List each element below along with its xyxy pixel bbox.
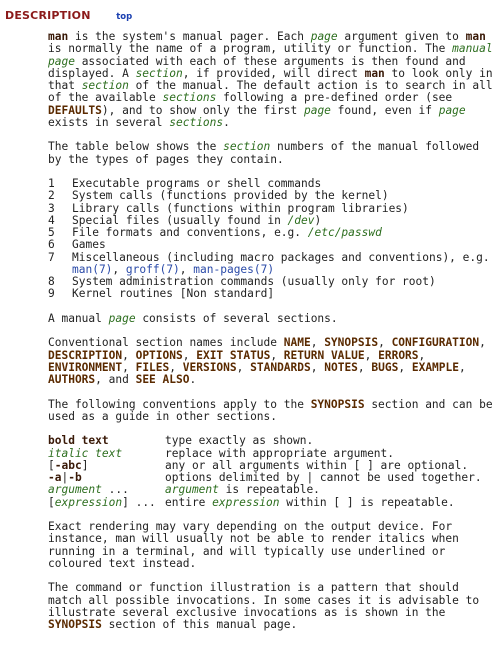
text: [ [48, 458, 55, 472]
text: Miscellaneous (including macro packages and conventions), e.g. [72, 250, 490, 264]
text: A manual [48, 311, 109, 325]
expression-example: expression [54, 495, 123, 509]
section-name: OPTIONS [135, 348, 183, 362]
convention-desc: options delimited by | cannot be used together. [165, 471, 482, 484]
paragraph-page-sections [48, 313, 496, 325]
section-number: 4 [48, 213, 55, 227]
text: of the manual. The default action is to search in all of the available [48, 79, 493, 105]
text: is repeatable. [218, 483, 320, 497]
section-number: 5 [48, 226, 55, 239]
term-manual-page: manual page [48, 42, 493, 68]
command-name: man [465, 30, 486, 43]
text: | [61, 471, 69, 484]
text: following a pre-defined order (see [216, 91, 453, 105]
text: within [ ] is repeatable. [279, 495, 455, 509]
expression-example: expression [212, 495, 280, 509]
section-number: 8 [48, 275, 55, 288]
section-name: VERSIONS [182, 360, 237, 374]
arg-section: section [81, 79, 129, 92]
option-b: -b [68, 471, 82, 484]
text: . [223, 115, 230, 129]
section-name: BUGS [371, 360, 399, 374]
section-name: SEE ALSO [135, 373, 190, 386]
section-name: NOTES [324, 360, 358, 374]
text: . [189, 373, 197, 386]
section-number: 2 [48, 189, 55, 203]
text: found, even if [330, 103, 439, 117]
list-item [48, 252, 496, 277]
paragraph-illustration [48, 582, 496, 631]
paragraph-rendering: Exact rendering may vary depending on the output device. For instance, man will usually not be able to render italics when running in a terminal, and will typically use underlined or coloured text instead. [48, 520, 459, 570]
section-number: 3 [48, 201, 55, 215]
text: entire [165, 495, 213, 509]
convention-term [48, 497, 165, 509]
argument-example: argument [48, 483, 102, 497]
bold-example: bold text [48, 434, 109, 448]
text: The following conventions apply to the [48, 397, 311, 411]
arg-page: page [108, 311, 136, 325]
section-desc [72, 227, 496, 239]
convention-desc: any or all arguments within [ ] are optional. [165, 458, 469, 472]
section-number: 6 [48, 238, 55, 252]
paragraph-table-intro [48, 141, 496, 166]
convention-desc: type exactly as shown. [165, 434, 314, 448]
arg-section: section [135, 66, 183, 80]
section-name: STANDARDS [250, 360, 311, 374]
text: , [179, 262, 194, 276]
text: ] ... [122, 495, 156, 509]
text: ) [314, 213, 322, 227]
argument-example: argument [165, 483, 219, 497]
section-title: DESCRIPTION [5, 9, 91, 22]
section-desc [72, 252, 496, 277]
command-name: man [364, 66, 385, 80]
text: section and can be used as a guide in other sections. [48, 397, 493, 423]
convention-row [48, 497, 496, 509]
section-name: EXIT STATUS [196, 348, 271, 362]
section-name: SYNOPSIS [324, 336, 379, 350]
section-number: 1 [48, 177, 55, 190]
section-desc: Games [72, 238, 106, 252]
option-example: -abc [54, 458, 82, 472]
arg-page: page [438, 103, 466, 117]
ref-synopsis: SYNOPSIS [48, 618, 102, 631]
conventions-table [48, 435, 496, 509]
path-passwd: /etc/passwd [307, 226, 382, 239]
section-desc: System calls (functions provided by the kernel) [72, 189, 389, 203]
section-name: NAME [283, 336, 311, 350]
link-man-pages7[interactable]: man-pages(7) [193, 262, 275, 276]
list-item [48, 190, 496, 202]
arg-sections: sections [162, 91, 217, 105]
text: is the system's manual pager. Each [68, 30, 311, 43]
text: consists of several sections. [135, 311, 338, 325]
top-link[interactable]: top [116, 12, 133, 22]
text: The table below shows the [48, 140, 224, 154]
paragraph-section-names: Conventional section names include NAME, SYNOPSIS, CONFIGURATION, DESCRIPTION, OPTIONS, EXIT STATUS, RETURN VALUE, ERRORS, ENVIRONMENT, FILES, VERSIONS, STANDARDS, NOTES, BUGS, EXAMPLE, AUTHORS, and SEE ALSO. [48, 336, 486, 386]
option-a: -a [48, 471, 62, 484]
section-desc: System administration commands (usually only for root) [72, 275, 436, 288]
command-name: man [48, 30, 69, 43]
ref-synopsis: SYNOPSIS [310, 397, 365, 411]
section-name: CONFIGURATION [391, 336, 480, 350]
arg-section: section [223, 140, 271, 154]
text: section of this manual page. [101, 618, 298, 631]
section-name: FILES [135, 360, 170, 374]
text: ] [81, 458, 89, 472]
arg-sections: sections [169, 115, 224, 129]
ref-defaults: DEFAULTS [48, 103, 102, 117]
convention-desc [165, 497, 496, 509]
text: [ [48, 495, 55, 509]
section-name: ENVIRONMENT [48, 360, 123, 374]
section-desc: Executable programs or shell commands [72, 177, 322, 190]
section-name: RETURN VALUE [283, 348, 365, 362]
link-groff7[interactable]: groff(7) [125, 262, 180, 276]
italic-example: italic text [48, 446, 123, 460]
text: File formats and conventions, e.g. [72, 226, 308, 239]
text: argument given to [337, 30, 466, 43]
text: to look only in that [48, 66, 493, 92]
text: ... [101, 483, 129, 497]
text: associated with each of these arguments is then found and displayed. A [48, 54, 466, 80]
text: , if provided, will direct [182, 66, 365, 80]
text: numbers of the manual followed by the types of pages they contain. [48, 140, 480, 166]
link-man7[interactable]: man(7) [72, 262, 113, 276]
text: is normally the name of a program, utility or function. The [48, 42, 453, 56]
list-item [48, 227, 496, 239]
convention-desc: replace with appropriate argument. [165, 446, 395, 460]
text: Conventional section names include [48, 336, 284, 350]
arg-page: page [303, 103, 331, 117]
list-item [48, 288, 496, 300]
section-number: 9 [48, 287, 55, 301]
text: The command or function illustration is a pattern that should match all possible invocations. In some cases it is advisable to illustrate several exclusive invocations as is shown in the [48, 581, 480, 619]
paragraph-intro [48, 31, 496, 129]
section-desc: Library calls (functions within program libraries) [72, 201, 409, 215]
section-list [48, 178, 496, 301]
text: , and [95, 373, 136, 386]
convention-row [48, 448, 496, 460]
text: Special files (usually found in [72, 213, 288, 227]
section-name: EXAMPLE [411, 360, 459, 374]
section-name: DESCRIPTION [48, 348, 123, 362]
text: , [112, 262, 126, 276]
section-name: ERRORS [378, 348, 419, 362]
path-dev: /dev [287, 213, 315, 227]
section-name: AUTHORS [48, 373, 96, 386]
man-page-content [48, 31, 496, 644]
arg-page: page [310, 30, 338, 43]
section-number: 7 [48, 250, 55, 264]
text: ), and to show only the first [101, 103, 304, 117]
paragraph-conventions-intro [48, 399, 496, 424]
text: exists in several [48, 115, 170, 129]
section-header [5, 10, 132, 23]
section-desc: Kernel routines [Non standard] [72, 287, 275, 301]
